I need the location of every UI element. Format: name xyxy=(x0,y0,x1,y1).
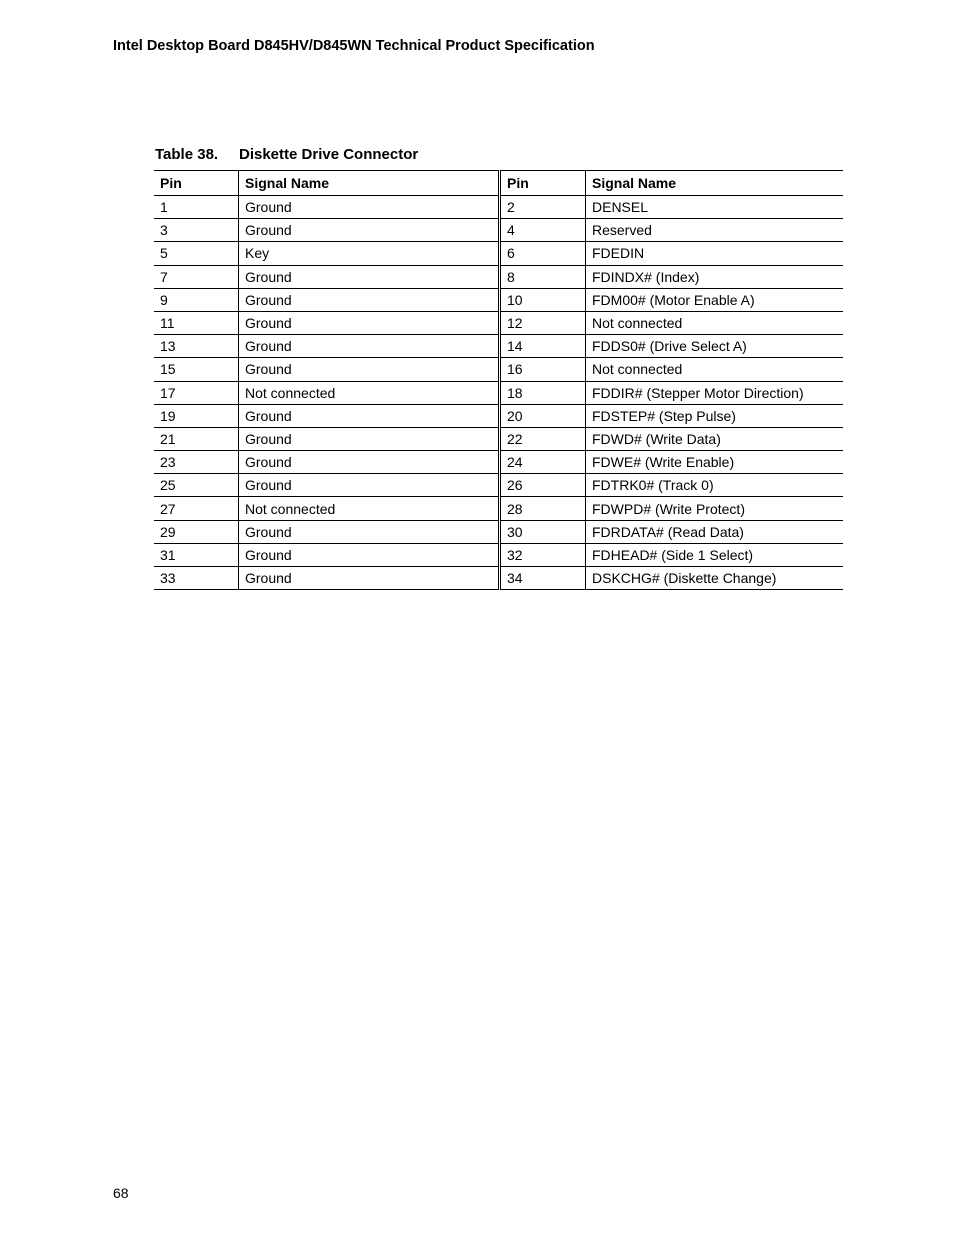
pin-cell: 21 xyxy=(154,427,239,450)
column-header-pin: Pin xyxy=(154,171,239,196)
table-caption xyxy=(155,146,418,163)
table-row xyxy=(154,358,843,381)
table-row xyxy=(154,451,843,474)
table-row xyxy=(154,335,843,358)
pin-cell: 14 xyxy=(500,335,586,358)
signal-name-cell: FDDS0# (Drive Select A) xyxy=(586,335,844,358)
pin-cell: 12 xyxy=(500,311,586,334)
signal-name-cell: FDSTEP# (Step Pulse) xyxy=(586,404,844,427)
pin-cell: 34 xyxy=(500,567,586,590)
signal-name-cell: Not connected xyxy=(239,497,500,520)
signal-name-cell: Ground xyxy=(239,358,500,381)
table-number: Table 38. xyxy=(155,146,219,163)
pin-cell: 33 xyxy=(154,567,239,590)
signal-name-cell: FDINDX# (Index) xyxy=(586,265,844,288)
table-row xyxy=(154,543,843,566)
pin-cell: 23 xyxy=(154,451,239,474)
pin-cell: 19 xyxy=(154,404,239,427)
signal-name-cell: Ground xyxy=(239,311,500,334)
pin-cell: 3 xyxy=(154,219,239,242)
signal-name-cell: Ground xyxy=(239,520,500,543)
pin-cell: 27 xyxy=(154,497,239,520)
signal-name-cell: Key xyxy=(239,242,500,265)
signal-name-cell: DSKCHG# (Diskette Change) xyxy=(586,567,844,590)
signal-name-cell: Ground xyxy=(239,427,500,450)
signal-name-cell: Ground xyxy=(239,288,500,311)
pin-cell: 6 xyxy=(500,242,586,265)
table-row xyxy=(154,288,843,311)
signal-name-cell: Ground xyxy=(239,543,500,566)
pin-cell: 4 xyxy=(500,219,586,242)
running-header: Intel Desktop Board D845HV/D845WN Technical Product Specification xyxy=(113,38,595,54)
pin-cell: 1 xyxy=(154,196,239,219)
signal-name-cell: Reserved xyxy=(586,219,844,242)
pin-cell: 11 xyxy=(154,311,239,334)
pin-cell: 15 xyxy=(154,358,239,381)
pin-cell: 10 xyxy=(500,288,586,311)
signal-name-cell: FDWD# (Write Data) xyxy=(586,427,844,450)
signal-name-cell: FDWE# (Write Enable) xyxy=(586,451,844,474)
pin-cell: 17 xyxy=(154,381,239,404)
signal-name-cell: Ground xyxy=(239,567,500,590)
signal-name-cell: Not connected xyxy=(239,381,500,404)
table-row xyxy=(154,427,843,450)
signal-name-cell: Ground xyxy=(239,265,500,288)
signal-name-cell: Ground xyxy=(239,219,500,242)
pin-cell: 8 xyxy=(500,265,586,288)
table-row xyxy=(154,497,843,520)
pin-cell: 29 xyxy=(154,520,239,543)
signal-name-cell: Ground xyxy=(239,335,500,358)
table-row xyxy=(154,196,843,219)
table-row xyxy=(154,567,843,590)
pin-cell: 20 xyxy=(500,404,586,427)
signal-name-cell: FDHEAD# (Side 1 Select) xyxy=(586,543,844,566)
pin-cell: 25 xyxy=(154,474,239,497)
table-row xyxy=(154,265,843,288)
pin-cell: 13 xyxy=(154,335,239,358)
column-header-signal-name: Signal Name xyxy=(239,171,500,196)
signal-name-cell: DENSEL xyxy=(586,196,844,219)
pin-cell: 9 xyxy=(154,288,239,311)
table-row xyxy=(154,381,843,404)
pin-cell: 26 xyxy=(500,474,586,497)
column-header-pin: Pin xyxy=(500,171,586,196)
signal-name-cell: Ground xyxy=(239,196,500,219)
table-title: Diskette Drive Connector xyxy=(239,146,419,163)
signal-name-cell: Ground xyxy=(239,474,500,497)
pin-cell: 2 xyxy=(500,196,586,219)
signal-name-cell: Ground xyxy=(239,404,500,427)
signal-name-cell: FDEDIN xyxy=(586,242,844,265)
pin-cell: 31 xyxy=(154,543,239,566)
signal-name-cell: FDDIR# (Stepper Motor Direction) xyxy=(586,381,844,404)
column-header-signal-name: Signal Name xyxy=(586,171,844,196)
pin-cell: 16 xyxy=(500,358,586,381)
table-row xyxy=(154,219,843,242)
page-number: 68 xyxy=(113,1185,129,1201)
signal-name-cell: Not connected xyxy=(586,358,844,381)
signal-name-cell: FDM00# (Motor Enable A) xyxy=(586,288,844,311)
signal-name-cell: FDTRK0# (Track 0) xyxy=(586,474,844,497)
pin-cell: 7 xyxy=(154,265,239,288)
table-header-row xyxy=(154,171,843,196)
signal-name-cell: Ground xyxy=(239,451,500,474)
pin-cell: 22 xyxy=(500,427,586,450)
diskette-connector-table xyxy=(154,170,843,590)
table-row xyxy=(154,474,843,497)
pin-cell: 5 xyxy=(154,242,239,265)
table-row xyxy=(154,311,843,334)
signal-name-cell: FDWPD# (Write Protect) xyxy=(586,497,844,520)
table-row xyxy=(154,242,843,265)
table-row xyxy=(154,520,843,543)
pin-cell: 24 xyxy=(500,451,586,474)
pin-cell: 18 xyxy=(500,381,586,404)
pin-cell: 32 xyxy=(500,543,586,566)
pin-cell: 28 xyxy=(500,497,586,520)
table-row xyxy=(154,404,843,427)
signal-name-cell: Not connected xyxy=(586,311,844,334)
pin-cell: 30 xyxy=(500,520,586,543)
signal-name-cell: FDRDATA# (Read Data) xyxy=(586,520,844,543)
